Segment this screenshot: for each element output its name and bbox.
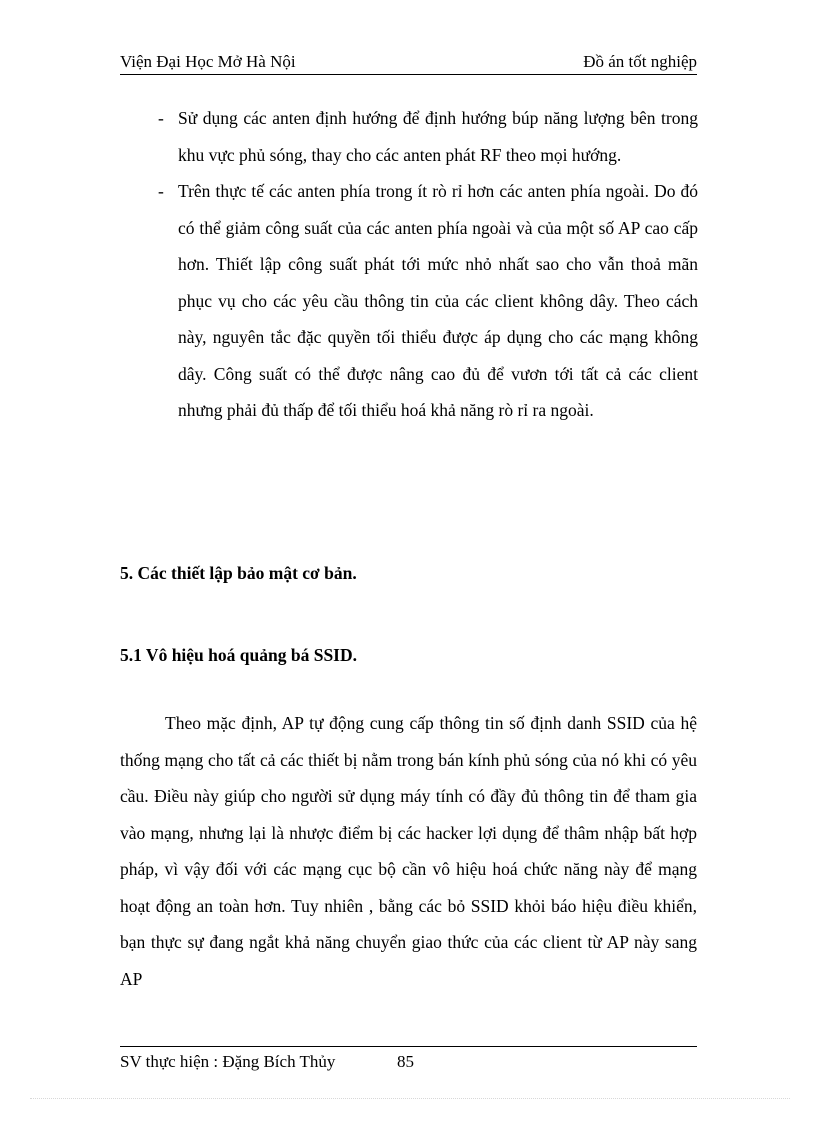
body-paragraph: Theo mặc định, AP tự động cung cấp thông tin số định danh SSID của hệ thống mạng cho tất cả các thiết bị nằm trong bán kính phủ sóng của nó khi có yêu cầu. Điều này giúp cho người sử dụng máy tính có đầy đủ thông tin để tham gia vào mạng, nhưng lại là nhược điểm bị các hacker lợi dụng để thâm nhập bất hợp pháp, vì vậy đối với các mạng cục bộ cần vô hiệu hoá chức năng này để mạng hoạt động an toàn hơn. Tuy nhiên , bằng các bỏ SSID khỏi báo hiệu điều khiển, bạn thực sự đang ngắt khả năng chuyển giao thức của các client từ AP này sang AP [120,713,697,989]
list-item [158,100,698,173]
footer-divider [120,1046,697,1047]
bullet-text: Sử dụng các anten định hướng để định hướng búp năng lượng bên trong khu vực phủ sóng, thay cho các anten phát RF theo mọi hướng. [178,108,698,165]
page-footer [120,1052,414,1072]
bullet-dash: - [158,108,164,128]
bullet-list [158,100,698,429]
bullet-text: Trên thực tế các anten phía trong ít rò rỉ hơn các anten phía ngoài. Do đó có thể giảm công suất của các anten phía ngoài và của một số AP cao cấp hơn. Thiết lập công suất phát tới mức nhỏ nhất sao cho vẫn thoả mãn phục vụ cho các yêu cầu thông tin của các client không dây. Theo cách này, nguyên tắc đặc quyền tối thiểu được áp dụng cho các mạng không dây. Công suất có thể được nâng cao đủ để vươn tới tất cả các client nhưng phải đủ thấp để tối thiểu hoá khả năng rò rỉ ra ngoài. [178,181,698,420]
header-institution: Viện Đại Học Mở Hà Nội [120,52,296,71]
bullet-dash: - [158,181,164,201]
page-header [120,50,697,75]
header-document-type: Đồ án tốt nghiệp [583,52,697,71]
list-item [158,173,698,429]
page-number: 85 [397,1052,414,1071]
section-heading-5: 5. Các thiết lập bảo mật cơ bản. [120,563,357,583]
section-heading-5-1: 5.1 Vô hiệu hoá quảng bá SSID. [120,645,357,665]
page-bottom-rule [30,1098,790,1099]
footer-author: SV thực hiện : Đặng Bích Thủy [120,1052,336,1071]
